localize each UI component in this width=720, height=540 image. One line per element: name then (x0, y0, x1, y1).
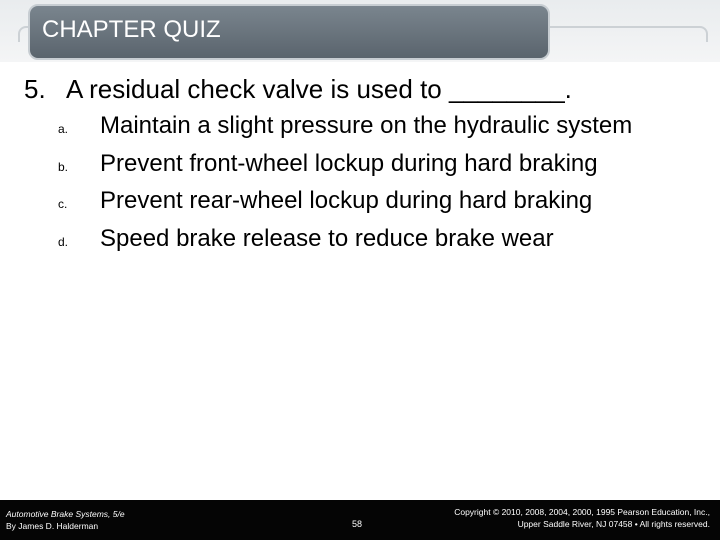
option-letter: c. (58, 197, 68, 211)
book-title: Automotive Brake Systems, 5/e (6, 509, 125, 519)
option-text: Maintain a slight pressure on the hydraulic system (100, 112, 633, 139)
option-d (58, 225, 718, 263)
footer-bar (0, 500, 720, 540)
option-letter: d. (58, 235, 69, 249)
option-letter: a. (58, 122, 69, 136)
option-letter: b. (58, 160, 69, 174)
option-c (58, 187, 718, 225)
copyright-line-2: Upper Saddle River, NJ 07458 • All rights reserved. (517, 519, 710, 529)
option-a (58, 112, 718, 150)
copyright (454, 506, 710, 530)
question-text: A residual check valve is used to ________. (66, 74, 572, 104)
question-number: 5. (24, 74, 46, 104)
footer-book-info (6, 508, 125, 532)
slide-title: CHAPTER QUIZ (42, 16, 221, 43)
question (24, 74, 704, 105)
option-b (58, 150, 718, 188)
option-text: Prevent front-wheel lockup during hard braking (100, 150, 598, 177)
page-number: 58 (352, 519, 363, 529)
option-text: Prevent rear-wheel lockup during hard braking (100, 187, 593, 214)
book-author: By James D. Halderman (6, 521, 99, 531)
copyright-line-1: Copyright © 2010, 2008, 2004, 2000, 1995 Pearson Education, Inc., (454, 507, 710, 517)
option-text: Speed brake release to reduce brake wear (100, 225, 554, 252)
